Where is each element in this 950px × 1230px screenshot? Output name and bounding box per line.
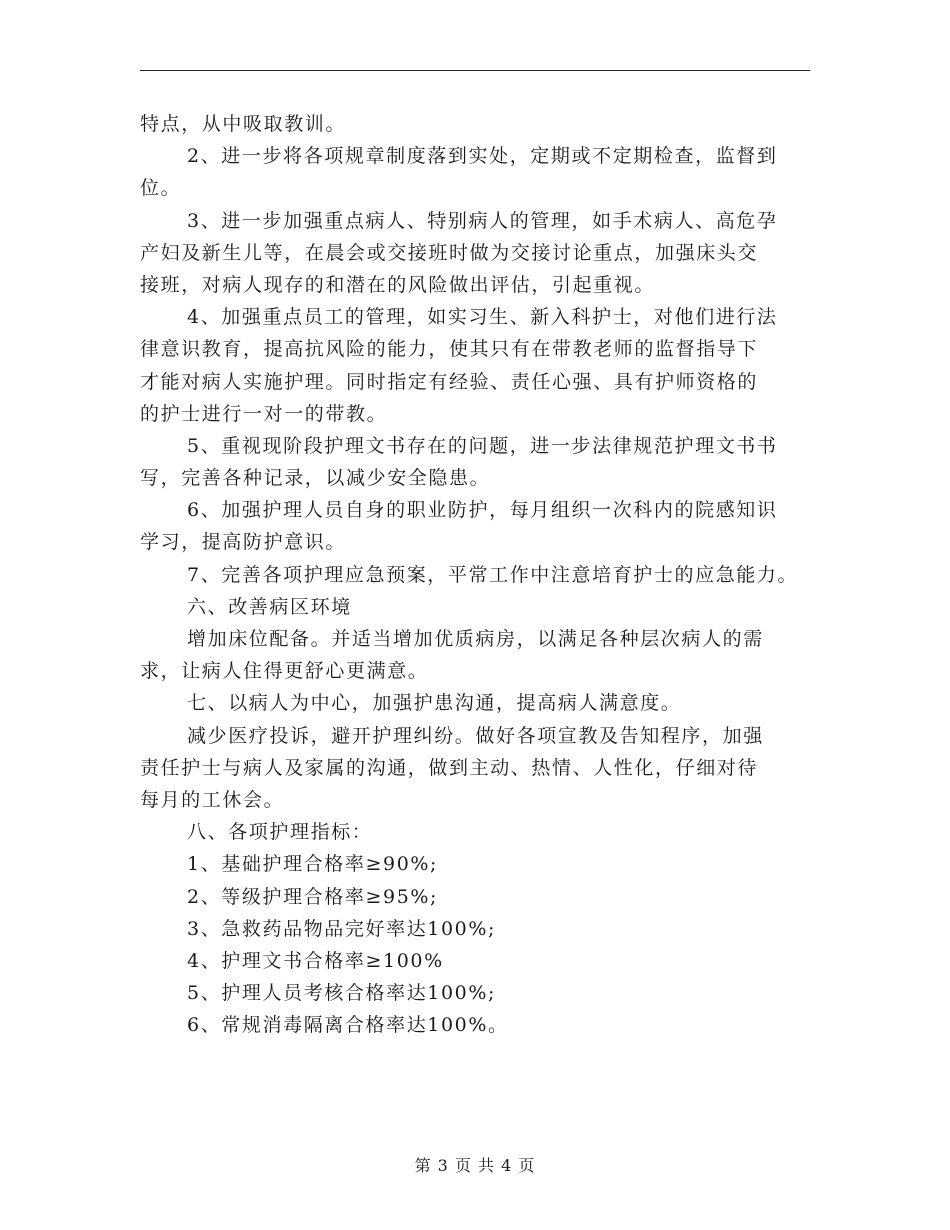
section-heading: 八、各项护理指标： — [187, 821, 373, 844]
text-line: 才能对病人实施护理。同时指定有经验、责任心强、具有护师资格的 — [140, 370, 759, 393]
list-item: 5、护理人员考核合格率达100%; — [187, 982, 497, 1005]
text-line: 特点，从中吸取教训。 — [140, 113, 347, 135]
text-line: 学习，提高防护意识。 — [140, 531, 347, 554]
text-line: 律意识教育，提高抗风险的能力，使其只有在带教老师的监督指导下 — [140, 338, 759, 361]
text-line: 3、进一步加强重点病人、特别病人的管理，如手术病人、高危孕 — [187, 209, 778, 232]
text-line: 产妇及新生儿等，在晨会或交接班时做为交接讨论重点，加强床头交 — [140, 241, 759, 264]
page-footer: 第 3 页 共 4 页 — [414, 1156, 536, 1175]
text-line: 增加床位配备。并适当增加优质病房，以满足各种层次病人的需 — [187, 628, 764, 650]
text-line: 写，完善各种记录，以减少安全隐患。 — [140, 467, 491, 490]
list-item: 6、常规消毒隔离合格率达100%。 — [187, 1014, 509, 1037]
list-item: 1、基础护理合格率≥90%; — [187, 853, 439, 876]
section-heading: 六、改善病区环境 — [187, 595, 352, 618]
section-heading: 七、以病人为中心，加强护患沟通，提高病人满意度。 — [187, 692, 682, 715]
text-line: 2、进一步将各项规章制度落到实处，定期或不定期检查，监督到 — [187, 145, 778, 168]
text-line: 求，让病人住得更舒心更满意。 — [140, 660, 429, 683]
text-line: 责任护士与病人及家属的沟通，做到主动、热情、人性化，仔细对待 — [140, 756, 759, 779]
text-line: 的护士进行一对一的带教。 — [140, 402, 388, 425]
text-line: 6、加强护理人员自身的职业防护，每月组织一次科内的院感知识 — [187, 499, 778, 522]
text-line: 接班，对病人现存的和潜在的风险做出评估，引起重视。 — [140, 273, 656, 296]
list-item: 4、护理文书合格率≥100% — [187, 949, 444, 972]
text-line: 减少医疗投诉，避开护理纠纷。做好各项宣教及告知程序，加强 — [187, 724, 764, 747]
text-line: 7、完善各项护理应急预案，平常工作中注意培育护士的应急能力。 — [187, 563, 799, 586]
header-rule — [140, 70, 810, 71]
document-body — [140, 108, 830, 1041]
text-line: 4、加强重点员工的管理，如实习生、新入科护士，对他们进行法 — [187, 306, 778, 329]
list-item: 2、等级护理合格率≥95%; — [187, 885, 439, 908]
list-item: 3、急救药品物品完好率达100%; — [187, 917, 497, 940]
text-line: 位。 — [140, 177, 182, 200]
text-line: 5、重视现阶段护理文书存在的问题，进一步法律规范护理文书书 — [187, 434, 778, 457]
text-line: 每月的工休会。 — [140, 788, 285, 811]
